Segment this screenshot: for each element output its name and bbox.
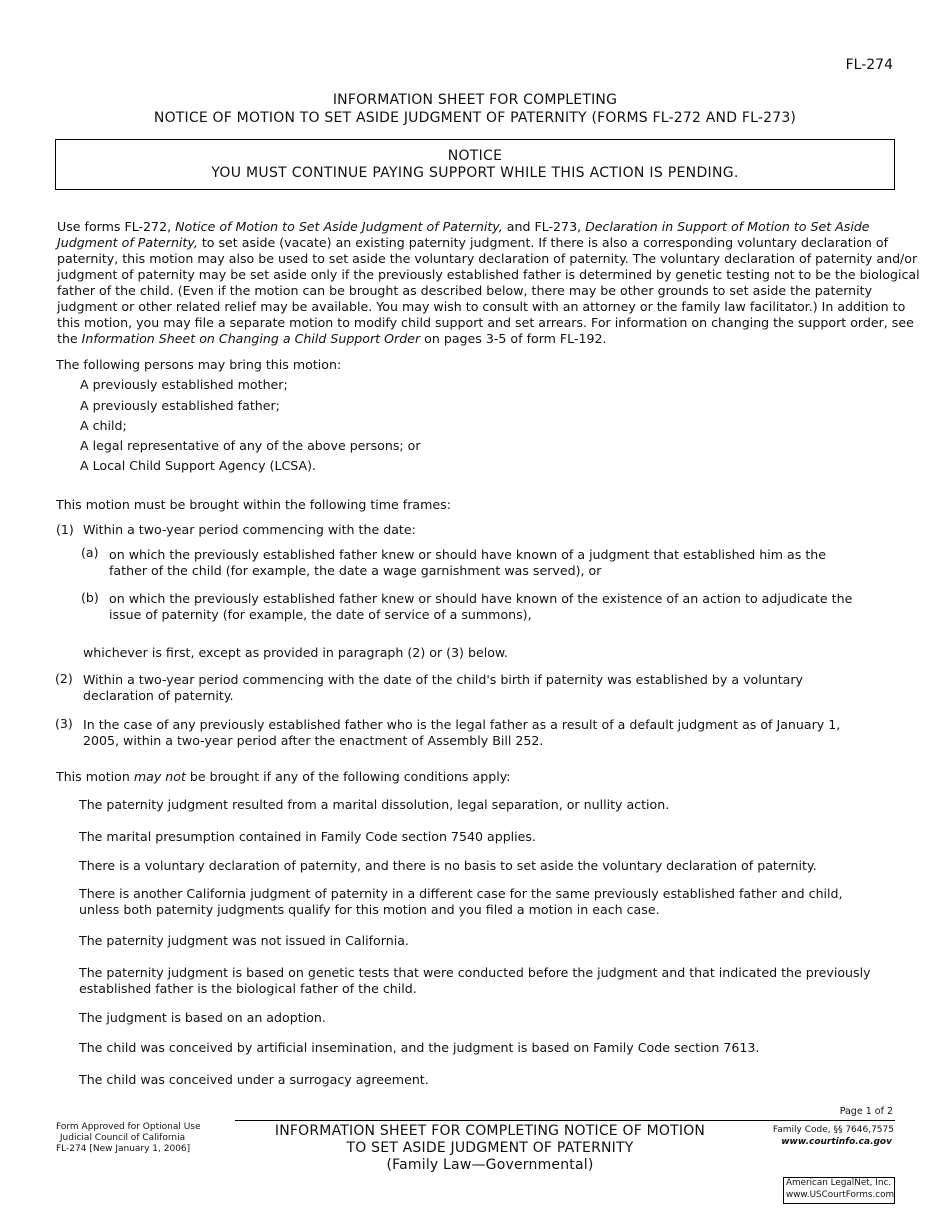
condition-item: There is a voluntary declaration of paternity, and there is no basis to set aside the voluntary declaration of paternity. — [79, 858, 817, 873]
form-title-fl273: Judgment of Paternity, — [57, 235, 198, 250]
timeframe-1b-line2: issue of paternity (for example, the date of service of a summons), — [109, 607, 532, 622]
condition-item-line2: unless both paternity judgments qualify for this motion and you filed a motion in each case. — [79, 902, 660, 917]
condition-item: The child was conceived under a surrogacy agreement. — [79, 1072, 429, 1087]
form-approval-line3: FL-274 [New January 1, 2006] — [56, 1144, 191, 1154]
form-title-fl272: Notice of Motion to Set Aside Judgment of Paternity, — [175, 219, 503, 234]
condition-item: The child was conceived by artificial insemination, and the judgment is based on Family Code section 7613. — [79, 1040, 760, 1055]
footer-title-line3: (Family Law—Governmental) — [386, 1157, 594, 1173]
intro-text: to set aside (vacate) an existing paternity judgment. If there is also a corresponding voluntary declaration of — [197, 235, 889, 250]
timeframe-2-line1: Within a two-year period commencing with the date of the child's birth if paternity was established by a voluntary — [83, 672, 804, 687]
paragraph-number: (2) — [55, 671, 73, 686]
conditions-lead-text: be brought if any of the following conditions apply: — [185, 769, 511, 784]
condition-item: The paternity judgment resulted from a marital dissolution, legal separation, or nullity action. — [79, 797, 670, 812]
whichever-text: whichever is first, except as provided in paragraph (2) or (3) below. — [83, 645, 509, 660]
condition-item-line1: There is another California judgment of paternity in a different case for the same previously established father and child, — [79, 886, 843, 901]
intro-text: the — [57, 331, 82, 346]
timeframe-3-line1: In the case of any previously established father who is the legal father as a result of a default judgment as of January 1, — [83, 717, 841, 732]
form-number: FL-274 — [845, 57, 893, 73]
intro-text: Use forms FL-272, — [57, 219, 176, 234]
form-title-fl273: Declaration in Support of Motion to Set Aside — [585, 219, 870, 234]
condition-item: The judgment is based on an adoption. — [79, 1010, 326, 1025]
intro-text: father of the child. (Even if the motion can be brought as described below, there may be other grounds to set aside the paternity — [57, 283, 873, 298]
conditions-emphasis: may not — [133, 769, 186, 784]
persons-item: A previously established mother; — [80, 377, 288, 392]
subparagraph-letter: (b) — [81, 590, 99, 605]
statute-reference: Family Code, §§ 7646,7575 — [772, 1125, 894, 1135]
timeframes-lead: This motion must be brought within the following time frames: — [56, 497, 451, 512]
intro-text: judgment of paternity may be set aside only if the previously established father is determined by genetic testing not to be the biological — [57, 267, 920, 282]
notice-heading: NOTICE — [447, 148, 503, 164]
intro-text: paternity, this motion may also be used to set aside the voluntary declaration of paternity. The voluntary declaration of paternity and/or — [57, 251, 918, 266]
intro-paragraph — [57, 219, 920, 347]
condition-item: The paternity judgment was not issued in California. — [79, 933, 409, 948]
persons-lead: The following persons may bring this motion: — [56, 357, 342, 372]
intro-text: and FL-273, — [502, 219, 586, 234]
persons-item: A Local Child Support Agency (LCSA). — [80, 458, 317, 473]
timeframe-1: Within a two-year period commencing with the date: — [83, 522, 416, 537]
form-approval-line2: Judicial Council of California — [59, 1133, 186, 1143]
info-sheet-title: Information Sheet on Changing a Child Support Order — [81, 331, 421, 346]
persons-item: A child; — [80, 418, 127, 433]
persons-item: A legal representative of any of the above persons; or — [80, 438, 421, 453]
footer-title-line1: INFORMATION SHEET FOR COMPLETING NOTICE OF MOTION — [274, 1123, 706, 1139]
timeframe-3-line2: 2005, within a two-year period after the enactment of Assembly Bill 252. — [83, 733, 544, 748]
legalnet-name: American LegalNet, Inc. — [786, 1178, 892, 1188]
intro-text: judgment or other related relief may be available. You may wish to consult with an attorney or the family law facilitator.) In addition to — [57, 299, 906, 314]
condition-item-line1: The paternity judgment is based on genetic tests that were conducted before the judgment and that indicated the previously — [79, 965, 871, 980]
timeframe-1a-line2: father of the child (for example, the date a wage garnishment was served), or — [109, 563, 602, 578]
conditions-lead-text: This motion — [56, 769, 134, 784]
court-website[interactable]: www.courtinfo.ca.gov — [781, 1137, 892, 1147]
timeframe-2-line2: declaration of paternity. — [83, 688, 234, 703]
form-approval-line1: Form Approved for Optional Use — [56, 1122, 201, 1132]
timeframe-1a-line1: on which the previously established father knew or should have known of a judgment that established him as the — [109, 547, 826, 562]
subparagraph-letter: (a) — [81, 545, 99, 560]
paragraph-number: (1) — [56, 522, 74, 537]
page-title-line1: INFORMATION SHEET FOR COMPLETING — [332, 92, 618, 108]
condition-item-line2: established father is the biological father of the child. — [79, 981, 417, 996]
footer-divider — [235, 1120, 895, 1121]
persons-item: A previously established father; — [80, 398, 280, 413]
legalnet-box — [783, 1177, 895, 1204]
intro-text: this motion, you may file a separate motion to modify child support and set arrears. For information on changing the support order, see — [57, 315, 914, 330]
legalnet-url[interactable]: www.USCourtForms.com — [786, 1189, 895, 1200]
conditions-lead — [56, 769, 510, 785]
intro-text: on pages 3-5 of form FL-192. — [420, 331, 607, 346]
page-title-line2: NOTICE OF MOTION TO SET ASIDE JUDGMENT OF PATERNITY (FORMS FL-272 AND FL-273) — [153, 110, 797, 126]
footer-title-line2: TO SET ASIDE JUDGMENT OF PATERNITY — [346, 1140, 634, 1156]
paragraph-number: (3) — [55, 716, 73, 731]
notice-text: YOU MUST CONTINUE PAYING SUPPORT WHILE THIS ACTION IS PENDING. — [211, 165, 739, 181]
condition-item: The marital presumption contained in Family Code section 7540 applies. — [79, 829, 536, 844]
page-number: Page 1 of 2 — [839, 1106, 893, 1117]
timeframe-1b-line1: on which the previously established father knew or should have known of the existence of an action to adjudicate the — [109, 591, 853, 606]
notice-box — [55, 139, 895, 190]
